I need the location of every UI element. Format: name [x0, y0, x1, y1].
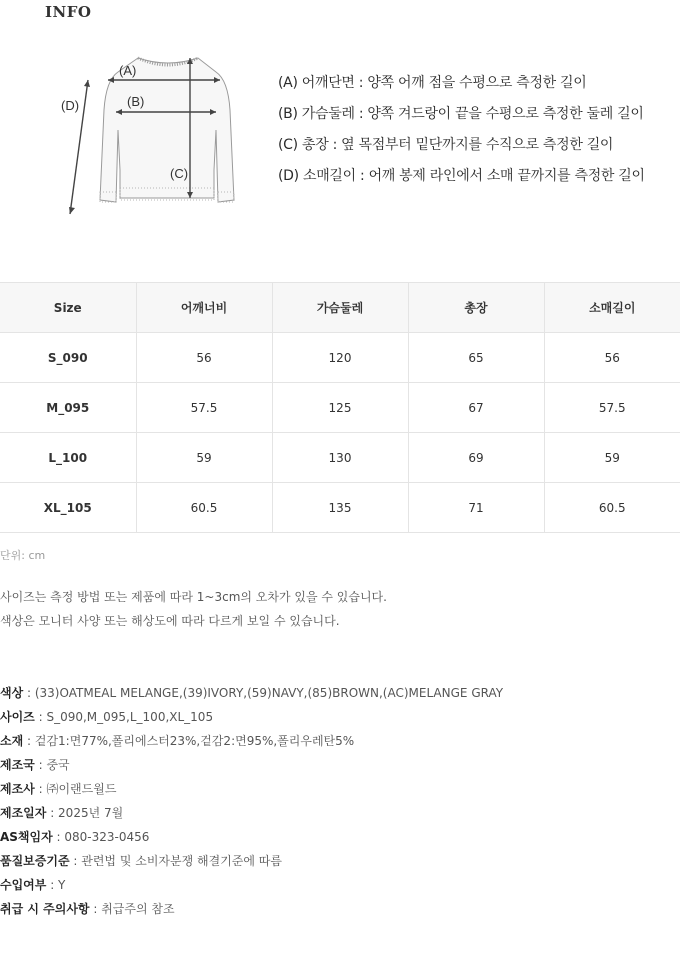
- cell-length: 69: [408, 433, 544, 483]
- info-value: ㈜이랜드월드: [46, 782, 117, 796]
- header-size: Size: [0, 283, 136, 333]
- info-label: 제조국: [0, 758, 35, 772]
- info-row-import: [0, 873, 503, 897]
- table-header-row: [0, 283, 680, 333]
- info-row-as-contact: [0, 825, 503, 849]
- header-shoulder: 어깨너비: [136, 283, 272, 333]
- info-separator: :: [89, 902, 102, 916]
- note-line: 사이즈는 측정 방법 또는 제품에 따라 1~3cm의 오차가 있을 수 있습니다.: [0, 590, 387, 604]
- info-label: 제조사: [0, 782, 35, 796]
- header-chest: 가슴둘레: [272, 283, 408, 333]
- info-label: 색상: [0, 686, 24, 700]
- cell-chest: 120: [272, 333, 408, 383]
- info-row-care: [0, 897, 503, 921]
- info-separator: :: [23, 686, 35, 700]
- info-row-country: [0, 753, 503, 777]
- sleeve-arrow-head-top: [84, 80, 90, 87]
- info-value: 중국: [46, 758, 70, 772]
- legend-item-c: [278, 130, 658, 161]
- size-table: [0, 282, 680, 533]
- cell-shoulder: 56: [136, 333, 272, 383]
- info-value: (33)OATMEAL MELANGE,(39)IVORY,(59)NAVY,(85)BROWN,(AC)MELANGE GRAY: [34, 686, 504, 700]
- cell-size: S_090: [0, 333, 136, 383]
- header-length: 총장: [408, 283, 544, 333]
- legend-item-b: [278, 99, 658, 130]
- note-line: 색상은 모니터 사양 또는 해상도에 따라 다르게 보일 수 있습니다.: [0, 614, 340, 628]
- label-c: (C): [170, 166, 189, 181]
- cell-length: 67: [408, 383, 544, 433]
- info-label: 수입여부: [0, 878, 47, 892]
- info-separator: :: [69, 854, 82, 868]
- info-row-color: [0, 681, 503, 705]
- legend-text: 소매길이 : 어깨 봉제 라인에서 소매 끝까지를 측정한 길이: [302, 168, 645, 184]
- cell-chest: 130: [272, 433, 408, 483]
- info-value: 080-323-0456: [64, 830, 150, 844]
- cell-chest: 125: [272, 383, 408, 433]
- label-a: (A): [119, 63, 137, 78]
- info-label: 사이즈: [0, 710, 35, 724]
- size-notes: [0, 585, 387, 633]
- info-separator: :: [34, 782, 47, 796]
- cell-length: 71: [408, 483, 544, 533]
- legend-item-d: [278, 161, 658, 192]
- legend-key: (A): [278, 75, 298, 91]
- cell-shoulder: 60.5: [136, 483, 272, 533]
- measurement-legend: [278, 68, 658, 192]
- sleeve-arrow-head-bottom: [69, 207, 75, 214]
- table-row: [0, 483, 680, 533]
- info-label: 취급 시 주의사항: [0, 902, 90, 916]
- info-row-quality-standard: [0, 849, 503, 873]
- cell-sleeve: 57.5: [544, 383, 680, 433]
- cell-sleeve: 59: [544, 433, 680, 483]
- info-value: S_090,M_095,L_100,XL_105: [46, 710, 214, 724]
- info-row-material: [0, 729, 503, 753]
- info-separator: :: [46, 806, 59, 820]
- info-separator: :: [52, 830, 65, 844]
- info-row-size: [0, 705, 503, 729]
- cell-size: L_100: [0, 433, 136, 483]
- cell-length: 65: [408, 333, 544, 383]
- legend-text: 가슴둘레 : 양쪽 겨드랑이 끝을 수평으로 측정한 둘레 길이: [301, 106, 644, 122]
- legend-text: 어깨단면 : 양쪽 어깨 점을 수평으로 측정한 길이: [301, 75, 587, 91]
- page-title: INFO: [45, 3, 92, 21]
- info-value: 취급주의 참조: [101, 902, 175, 916]
- cell-shoulder: 59: [136, 433, 272, 483]
- info-value: Y: [58, 878, 66, 892]
- info-separator: :: [46, 878, 59, 892]
- sweater-measurement-diagram: [58, 50, 248, 220]
- info-separator: :: [34, 758, 47, 772]
- info-value: 2025년 7월: [58, 806, 124, 820]
- cell-size: XL_105: [0, 483, 136, 533]
- info-label: 제조일자: [0, 806, 47, 820]
- legend-key: (D): [278, 168, 299, 184]
- legend-key: (C): [278, 137, 298, 153]
- info-row-manufacturer: [0, 777, 503, 801]
- cell-sleeve: 56: [544, 333, 680, 383]
- legend-text: 총장 : 옆 목점부터 밑단까지를 수직으로 측정한 길이: [301, 137, 614, 153]
- table-row: [0, 333, 680, 383]
- legend-item-a: [278, 68, 658, 99]
- sweater-illustration: [58, 50, 248, 220]
- unit-note: 단위: cm: [0, 549, 46, 562]
- legend-key: (B): [278, 106, 298, 122]
- info-label: AS책임자: [0, 830, 53, 844]
- table-row: [0, 383, 680, 433]
- cell-size: M_095: [0, 383, 136, 433]
- info-value: 관련법 및 소비자분쟁 해결기준에 따름: [81, 854, 282, 868]
- cell-sleeve: 60.5: [544, 483, 680, 533]
- info-value: 겉감1:면77%,폴리에스터23%,겉감2:면95%,폴리우레탄5%: [34, 734, 355, 748]
- product-info-list: [0, 681, 503, 921]
- table-row: [0, 433, 680, 483]
- info-label: 소재: [0, 734, 24, 748]
- label-d: (D): [61, 98, 80, 113]
- cell-shoulder: 57.5: [136, 383, 272, 433]
- info-separator: :: [34, 710, 47, 724]
- label-b: (B): [127, 94, 145, 109]
- info-label: 품질보증기준: [0, 854, 70, 868]
- info-row-manufacture-date: [0, 801, 503, 825]
- cell-chest: 135: [272, 483, 408, 533]
- info-separator: :: [23, 734, 35, 748]
- header-sleeve: 소매길이: [544, 283, 680, 333]
